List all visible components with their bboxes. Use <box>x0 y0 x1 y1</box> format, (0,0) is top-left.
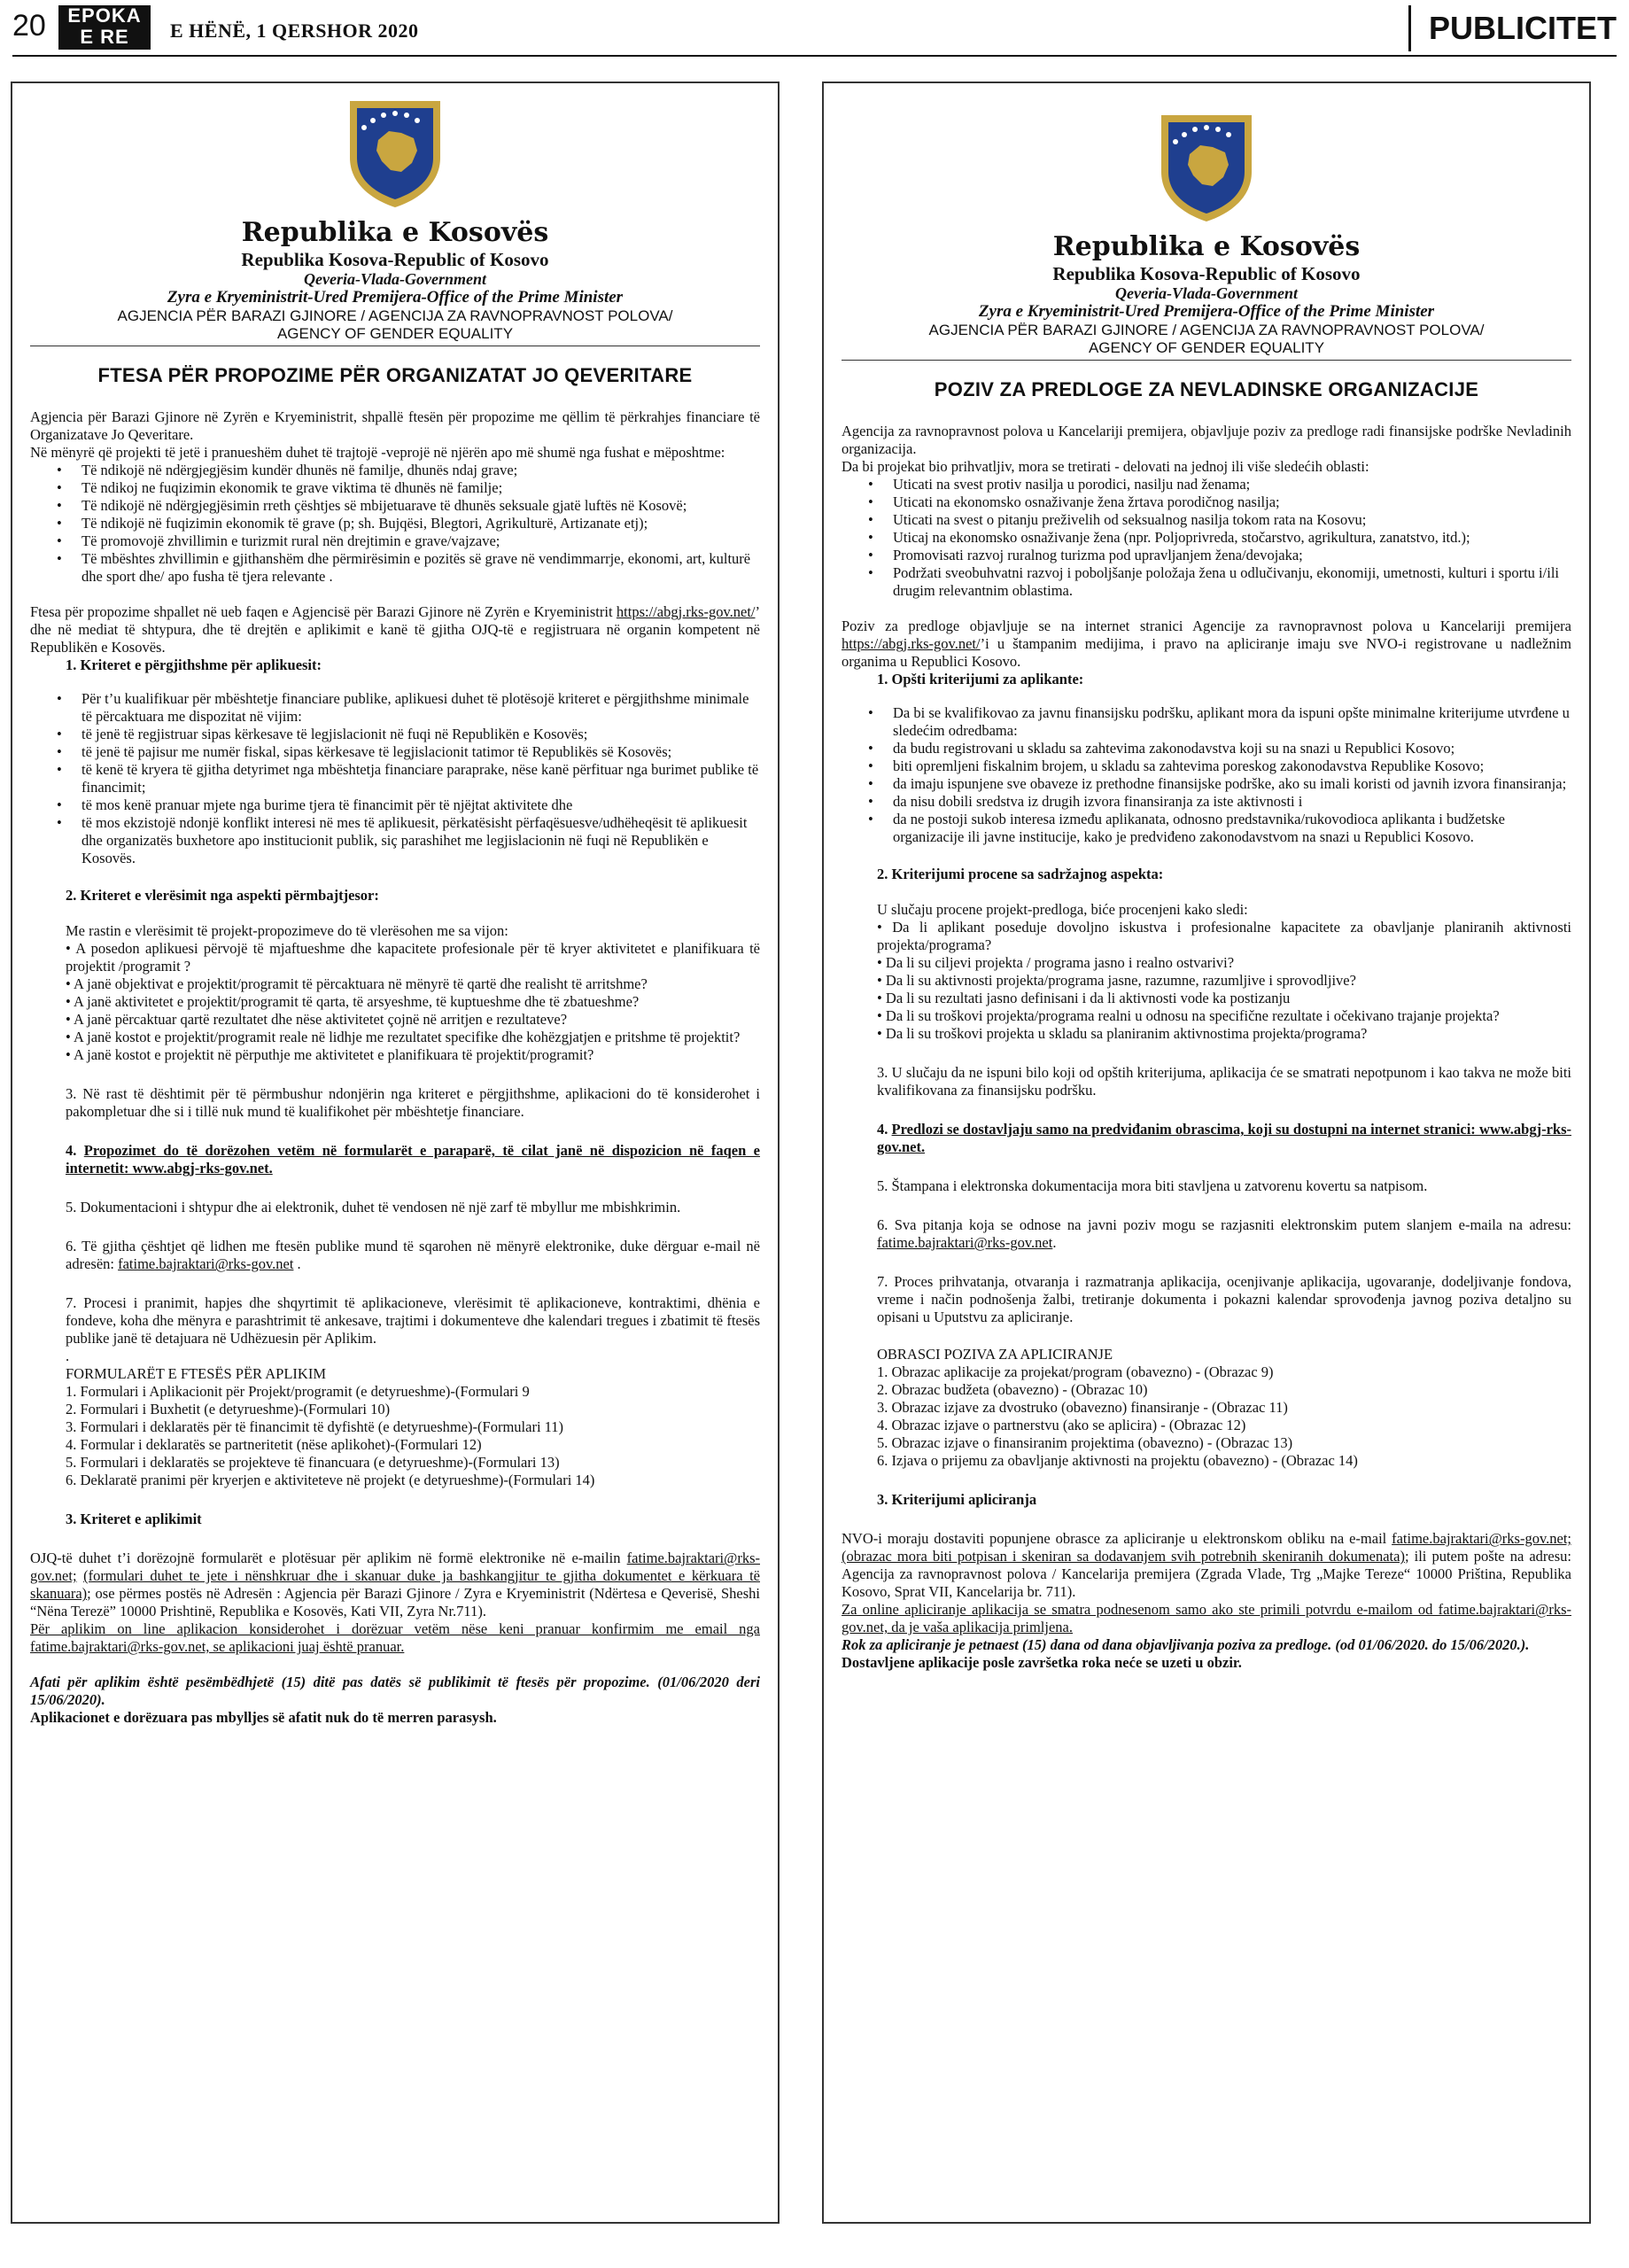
list-item: • Uticaj na ekonomsko osnaživanje žena (npr. Poljoprivreda, stočarstvo, agrikultura, zanatstvo, itd.); <box>893 529 1571 547</box>
separator-dot: . <box>66 1348 70 1365</box>
issue-date: E HËNË, 1 QERSHOR 2020 <box>170 19 419 42</box>
publication-paragraph <box>30 603 760 656</box>
paragraph-6 <box>842 1216 1571 1252</box>
header-agency: AGJENCIA PËR BARAZI GJINORE / AGENCIJA ZA RAVNOPRAVNOST POLOVA/ <box>928 322 1485 339</box>
paragraph-3: 3. Në rast të dështimit për të përmbushur ndonjërin nga kriteret e përgjithshme, aplikacioni do të konsiderohet i pakompletuar dhe si i tillë nuk mund të kualifikohet për mbështetje financiare. <box>66 1085 760 1121</box>
list-item: 1. Formulari i Aplikacionit për Projekt/programit (e detyrueshme)-(Formulari 9 <box>66 1383 530 1401</box>
paragraph-6-end: . <box>293 1255 301 1273</box>
list-item: • da budu registrovani u skladu sa zahtevima zakonodavstva koji su na snazi u Republici Kosovo; <box>893 740 1571 757</box>
notice-title: POZIV ZA PREDLOGE ZA NEVLADINSKE ORGANIZACIJE <box>934 378 1479 401</box>
list-item: • Të promovojë zhvillimin e turizmit rural nën drejtimin e grave/vajzave; <box>81 532 760 550</box>
publication-text-end: ’ dhe në mediat të shtypura, dhe të drejtën e aplikimit e kanë të gjitha OJQ-të e regjistruara në organin kompetent në Republikën e Kosovës. <box>30 603 760 656</box>
application-note: (obrazac mora biti potpisan i skeniran sa dodavanjem svih potrebnih skeniranih dokumenata) <box>842 1548 1405 1565</box>
late-notice: Dostavljene aplikacije posle završetka roka neće se uzeti u obzir. <box>842 1654 1242 1672</box>
publication-text: Poziv za predloge objavljuje se na internet stranici Agencije za ravnopravnost polova u Kancelariji premijera <box>842 617 1571 635</box>
logo-bottom-text: E RE <box>80 26 129 48</box>
areas-list <box>30 462 760 586</box>
list-item: 2. Formulari i Buxhetit (e detyrueshme)-(Formulari 10) <box>66 1401 391 1418</box>
intro-paragraph: Agencija za ravnopravnost polova u Kancelariji premijera, objavljuje poziv za predloge radi finansijske podrške Nevladinih organizacija. <box>842 423 1571 458</box>
paragraph-4-text: Predlozi se dostavljaju samo na predviđanim obrascima, koji su dostupni na internet stranici: www.abgj-rks-gov.net. <box>877 1121 1571 1156</box>
paragraph-3: 3. U slučaju da ne ispuni bilo koji od opštih kriterijuma, aplikacija će se smatrati nepotpunom i kao takva ne može biti kvalifikovana za finansijsku podršku. <box>877 1064 1571 1099</box>
list-item: • Të ndikojë në fuqizimin ekonomik të grave (p; sh. Bujqësi, Blegtori, Agrikulturë, Artizanate etj); <box>81 515 760 532</box>
agency-website-link[interactable]: https://abgj.rks-gov.net/ <box>842 635 981 653</box>
notice-serbian <box>822 82 1591 2224</box>
content-criteria-intro: Me rastin e vlerësimit të projekt-propozimeve do të vlerësohen me sa vijon: <box>66 922 508 940</box>
header-office: Zyra e Kryeministrit-Ured Premijera-Office of the Prime Minister <box>167 288 624 307</box>
application-text: OJQ-të duhet t’i dorëzojnë formularët e plotësuar për aplikim në formë elektronike në e-mailin <box>30 1550 627 1567</box>
header-agency: AGJENCIA PËR BARAZI GJINORE / AGENCIJA ZA RAVNOPRAVNOST POLOVA/ <box>117 307 673 325</box>
intro-areas-lead: Da bi projekat bio prihvatljiv, mora se tretirati - delovati na jednoj ili više sledećih oblasti: <box>842 458 1369 476</box>
list-item: • A janë kostot e projektit/programit reale në lidhje me rezultatet specifike dhe kohëzgjatjen e pritshme të projektit? <box>66 1029 741 1046</box>
kosovo-emblem-icon <box>343 96 447 209</box>
list-item: • biti opremljeni fiskalnim brojem, u skladu sa zahtevima poreskog zakonodavstva Republike Kosovo; <box>893 757 1571 775</box>
general-criteria-heading: 1. Opšti kriterijumi za aplikante: <box>877 671 1084 688</box>
paragraph-6-text: 6. Të gjitha çështjet që lidhen me ftesën publike mund të sqarohen në mënyrë elektronike, duke dërguar e-mail në adresën: <box>66 1238 760 1273</box>
list-item: • Uticati na ekonomsko osnaživanje žena žrtava porodičnog nasilja; <box>893 493 1571 511</box>
section-title: PUBLICITET <box>1408 5 1617 51</box>
list-item: • Për t’u kualifikuar për mbështetje financiare publike, aplikuesi duhet të plotësojë kriteret e përgjithshme minimale të përcaktuara me dispozitat në vijim: <box>81 690 760 726</box>
application-address: ; ose përmes postës në Adresën : Agjencia për Barazi Gjinore / Zyra e Kryeministrit (Ndërtesa e Qeverisë, Sheshi “Nëna Terezë” 10000 Prishtinë, Republika e Kosovës, Kati VII, Zyra Nr.711). <box>30 1585 760 1620</box>
list-item: • Të ndikojë në ndërgjegjësimin rreth çështjes së mbijetuarave të dhunës seksuale gjatë luftës në Kosovë; <box>81 497 760 515</box>
forms-list <box>842 1363 1571 1470</box>
list-item: • Promovisati razvoj ruralnog turizma pod upravljanjem žena/devojaka; <box>893 547 1571 564</box>
application-note: (formulari duhet te jete i nënshkruar dhe i skanuar duke ja bashkangjitur te gjitha dokumentet e kërkuara të skanuara) <box>30 1567 760 1603</box>
list-item: 5. Obrazac izjave o finansiranim projektima (obavezno) - (Obrazac 13) <box>877 1434 1293 1452</box>
paragraph-7: 7. Proces prihvatanja, otvaranja i razmatranja aplikacija, ocenjivanje aplikacija, ugovaranje, dodeljivanje fondova, vreme i način podnošenja žalbi, tretiranje dokumenta i pokazni kalendar sprovođenja javnog poziva detaljno su opisani u Uputstvu za apliciranje. <box>877 1273 1571 1326</box>
list-item: • të mos kenë pranuar mjete nga burime tjera të financimit për të njëjtat aktivitete dhe <box>81 796 760 814</box>
header-republic: Republika e Kosovës <box>241 217 549 248</box>
publication-text: Ftesa për propozime shpallet në ueb faqen e Agjencisë për Barazi Gjinore në Zyrën e Kryeministrit <box>30 603 617 621</box>
header-republic-multilang: Republika Kosova-Republic of Kosovo <box>241 248 549 270</box>
general-criteria-list <box>842 704 1571 846</box>
paragraph-6-text: 6. Sva pitanja koja se odnose na javni poziv mogu se razjasniti elektronskim putem slanjem e-maila na adresu: <box>877 1216 1571 1234</box>
list-item: • Da li su aktivnosti projekta/programa jasne, razumne, razumljive i sprovodljive? <box>877 972 1356 990</box>
application-criteria-heading: 3. Kriterijumi apliciranja <box>877 1491 1037 1509</box>
forms-heading: OBRASCI POZIVA ZA APLICIRANJE <box>877 1346 1113 1363</box>
list-item: • të kenë të kryera të gjitha detyrimet nga mbështetja financiare paraprake, nëse kanë përfituar nga burimet publike të financimit; <box>81 761 760 796</box>
list-item: • të jenë të regjistruar sipas kërkesave të legjislacionit në fuqi në Republikën e Kosovës; <box>81 726 760 743</box>
application-email-link[interactable]: fatime.bajraktari@rks-gov.net; <box>1392 1530 1571 1548</box>
application-criteria-paragraph <box>30 1550 760 1620</box>
paragraph-4 <box>842 1121 1571 1156</box>
list-item: • A janë aktivitetet e projektit/programit të qarta, të arsyeshme, të kuptueshme dhe të zbatueshme? <box>66 993 640 1011</box>
list-item: • Da li su troškovi projekta/programa realni u odnosu na specifične rezultate i očekivano trajanje projekta? <box>877 1007 1500 1025</box>
areas-list <box>842 476 1571 600</box>
list-item: 6. Deklaratë pranimi për kryerjen e aktiviteteve në projekt (e detyrueshme)-(Formulari 14) <box>66 1472 595 1489</box>
header-agency-en: AGENCY OF GENDER EQUALITY <box>276 324 514 342</box>
contact-email-link[interactable]: fatime.bajraktari@rks-gov.net <box>118 1255 294 1273</box>
list-item: • të mos ekzistojë ndonjë konflikt interesi në mes të aplikuesit, përkatësisht përfaqësuesve/udhëheqësit të aplikuesit dhe organizatës buxhetore apo institucionit publik, siç parashihet me legjislacionin në fuqi në Republikën e Kosovës. <box>81 814 760 867</box>
notice-albanian <box>11 82 780 2224</box>
list-item: • da nisu dobili sredstva iz drugih izvora finansiranja za iste aktivnosti i <box>893 793 1571 811</box>
newspaper-logo <box>58 5 151 50</box>
list-item: 1. Obrazac aplikacije za projekat/program (obavezno) - (Obrazac 9) <box>877 1363 1274 1381</box>
online-application-note: Për aplikim on line aplikacion konsiderohet i dorëzuar vetëm nëse keni pranuar konfirmim me email nga fatime.bajraktari@rks-gov.net, se aplikacioni juaj është pranuar. <box>30 1620 760 1656</box>
intro-areas-lead: Në mënyrë që projekti të jetë i pranueshëm duhet të trajtojë -veprojë në njërën apo më shumë nga fushat e mëposhtme: <box>30 444 725 462</box>
header-agency-en: AGENCY OF GENDER EQUALITY <box>1088 338 1325 356</box>
list-item: • Të ndikoj ne fuqizimin ekonomik te grave viktima të dhunës në familje; <box>81 479 760 497</box>
logo-top-text: EPOKA <box>67 4 142 27</box>
list-item: • da imaju ispunjene sve obaveze iz prethodne finansijske podrške, ako su imali koristi od javnih izvora finansiranja; <box>893 775 1571 793</box>
list-item: 3. Obrazac izjave za dvostruko (obavezno) finansiranje - (Obrazac 11) <box>877 1399 1288 1417</box>
content-criteria-intro: U slučaju procene projekt-predloga, biće procenjeni kako sledi: <box>877 901 1248 919</box>
list-item: • da ne postoji sukob interesa između aplikanata, odnosno predstavnika/rukovodioca aplikanta i budžetske organizacije ili javne institucije, kako je predviđeno zakonodavstvom na snazi u Republici Kosovo. <box>893 811 1571 846</box>
paragraph-4-number: 4. <box>66 1142 84 1160</box>
content-criteria-list <box>30 940 760 1064</box>
header-republic-multilang: Republika Kosova-Republic of Kosovo <box>1052 262 1361 284</box>
list-item: 4. Formular i deklaratës se partneritetit (nëse aplikohet)-(Formulari 12) <box>66 1436 482 1454</box>
list-item: 4. Obrazac izjave o partnerstvu (ako se aplicira) - (Obrazac 12) <box>877 1417 1246 1434</box>
header-government: Qeveria-Vlada-Government <box>1115 284 1298 302</box>
intro-paragraph: Agjencia për Barazi Gjinore në Zyrën e Kryeministrit, shpallë ftesën për propozime me qëllim të përkrahjes financiare të Organizatave Jo Qeveritare. <box>30 408 760 444</box>
list-item: • A janë kostot e projektit në përputhje me aktivitetet e planifikuara të projektit/programit? <box>66 1046 594 1064</box>
content-criteria-heading: 2. Kriteret e vlerësimit nga aspekti përmbajtjesor: <box>66 887 379 905</box>
paragraph-4-text: Propozimet do të dorëzohen vetëm në formularët e paraparë, të cilat janë në dispozicion në faqen e internetit: www.abgj-rks-gov.net. <box>66 1142 761 1177</box>
application-criteria-heading: 3. Kriteret e aplikimit <box>66 1511 202 1528</box>
contact-email-link[interactable]: fatime.bajraktari@rks-gov.net <box>877 1234 1053 1252</box>
late-notice: Aplikacionet e dorëzuara pas mbylljes së afatit nuk do të merren parasysh. <box>30 1709 497 1727</box>
list-item: • A janë përcaktuar qartë rezultatet dhe nëse aktivitetet çojnë në arritjen e rezultateve? <box>66 1011 568 1029</box>
paragraph-5: 5. Dokumentacioni i shtypur dhe ai elektronik, duhet të vendosen në një zarf të mbyllur me mbishkrimin. <box>66 1199 681 1216</box>
publication-paragraph <box>842 617 1571 671</box>
list-item: 5. Formulari i deklaratës se projekteve të financuara (e detyrueshme)-(Formulari 13) <box>66 1454 560 1472</box>
spacer-text <box>77 1567 84 1584</box>
agency-website-link[interactable]: https://abgj.rks-gov.net/ <box>616 603 756 621</box>
paragraph-6 <box>30 1238 760 1273</box>
list-item: • Da li su troškovi projekta u skladu sa planiranim aktivnostima projekta/programa? <box>877 1025 1368 1043</box>
header-government: Qeveria-Vlada-Government <box>304 269 486 288</box>
application-address: ; ili putem pošte na adresu: Agencija za ravnopravnost polova / Kancelarija premijera (Zgrada Vlade, Trg „Majke Tereze“ 10000 Priština, Republika Kosovo, Sprat VII, Kancelarija br. 711). <box>842 1548 1571 1601</box>
list-item: • Da li su ciljevi projekta / programa jasno i realno ostvarivi? <box>877 954 1235 972</box>
paragraph-7: 7. Procesi i pranimit, hapjes dhe shqyrtimit të aplikacioneve, vlerësimit të aplikacioneve, kontraktimi, dhënia e fondeve, koha dhe mënyra e parashtrimit të ankesave, trajtimi i dokumenteve dhe kalendari tregues i zbatimit të ftesës publike janë të detajuara në Udhëzuesin për Aplikim. <box>66 1294 760 1348</box>
deadline-notice: Rok za apliciranje je petnaest (15) dana od dana objavljivanja poziva za predloge. (od 01/06/2020. do 15/06/2020.). <box>842 1636 1530 1654</box>
page-number: 20 <box>12 9 46 43</box>
general-criteria-heading: 1. Kriteret e përgjithshme për aplikuesit: <box>66 656 322 674</box>
list-item: • A posedon aplikuesi përvojë të mjaftueshme dhe kapacitete profesionale për të kryer aktivitetet e planifikuara të projektit /programit ? <box>66 940 760 975</box>
list-item: 3. Formulari i deklaratës për të financimit të dyfishtë (e detyrueshme)-(Formulari 11) <box>66 1418 564 1436</box>
paragraph-4 <box>30 1142 760 1177</box>
deadline-notice: Afati për aplikim është pesëmbëdhjetë (15) ditë pas datës së publikimit të ftesës për propozime. (01/06/2020 deri 15/06/2020). <box>30 1674 760 1709</box>
notice-title: FTESA PËR PROPOZIME PËR ORGANIZATAT JO QEVERITARE <box>97 364 693 387</box>
list-item: • Da bi se kvalifikovao za javnu finansijsku podršku, aplikant mora da ispuni opšte minimalne kriterijume utvrđene u sledećim odredbama: <box>893 704 1571 740</box>
forms-heading: FORMULARËT E FTESËS PËR APLIKIM <box>66 1365 326 1383</box>
list-item: • Da li su rezultati jasno definisani i da li aktivnosti vode ka postizanju <box>877 990 1291 1007</box>
list-item: • Uticati na svest protiv nasilja u porodici, nasilju nad ženama; <box>893 476 1571 493</box>
list-item: • A janë objektivat e projektit/programit të përcaktuara në mënyrë të qartë dhe realisht të arritshme? <box>66 975 648 993</box>
list-item: • Podržati sveobuhvatni razvoj i poboljšanje položaja žena u odlučivanju, ekonomiji, umetnosti, kulturi i sportu i/ili drugim relevantnim oblastima. <box>893 564 1571 600</box>
general-criteria-list <box>30 690 760 867</box>
list-item: • Të mbështes zhvillimin e gjithanshëm dhe përmirësimin e pozitës së grave në vendimmarrje, ekonomi, art, kulturë dhe sport dhe/ apo fusha të tjera relevante . <box>81 550 760 586</box>
application-text: NVO-i moraju dostaviti popunjene obrasce za apliciranje u elektronskom obliku na e-mail <box>842 1530 1392 1548</box>
paragraph-5: 5. Štampana i elektronska dokumentacija mora biti stavljena u zatvorenu kovertu sa natpisom. <box>877 1177 1428 1195</box>
masthead-rule <box>12 55 1617 57</box>
list-item: • Uticati na svest o pitanju preživelih od seksualnog nasilja tokom rata na Kosovu; <box>893 511 1571 529</box>
forms-list <box>30 1383 760 1489</box>
header-divider <box>842 360 1571 361</box>
application-criteria-paragraph <box>842 1530 1571 1601</box>
content-criteria-heading: 2. Kriterijumi procene sa sadržajnog aspekta: <box>877 866 1164 883</box>
kosovo-emblem-icon <box>1154 110 1259 223</box>
header-republic: Republika e Kosovës <box>1052 231 1361 262</box>
header-office: Zyra e Kryeministrit-Ured Premijera-Office of the Prime Minister <box>978 302 1435 322</box>
list-item: 6. Izjava o prijemu za obavljanje aktivnosti na projektu (obavezno) - (Obrazac 14) <box>877 1452 1358 1470</box>
paragraph-4-number: 4. <box>877 1121 892 1138</box>
list-item: • të jenë të pajisur me numër fiskal, sipas kërkesave të legjislacionit tatimor të Republikës së Kosovës; <box>81 743 760 761</box>
list-item: • Të ndikojë në ndërgjegjësim kundër dhunës në familje, dhunës ndaj grave; <box>81 462 760 479</box>
list-item: 2. Obrazac budžeta (obavezno) - (Obrazac 10) <box>877 1381 1148 1399</box>
paragraph-6-end: . <box>1052 1234 1057 1252</box>
content-criteria-list <box>842 919 1571 1043</box>
masthead <box>12 5 1617 51</box>
publication-text-end: ’i u štampanim medijima, i pravo na apliciranje imaju sve NVO-i registrovane u nadležnim organima u Republici Kosovo. <box>842 635 1571 671</box>
online-application-note: Za online apliciranje aplikacija se smatra podnesenom samo ako ste primili potvrdu e-mailom od fatime.bajraktari@rks-gov.net, da je vaša aplikacija primljena. <box>842 1601 1571 1636</box>
list-item: • Da li aplikant poseduje dovoljno iskustva i profesionalne kapacitete za obavljanje planiranih aktivnosti projekta/programa? <box>877 919 1571 954</box>
application-email-link[interactable]: fatime.bajraktari@rks-gov.net; <box>30 1550 760 1585</box>
